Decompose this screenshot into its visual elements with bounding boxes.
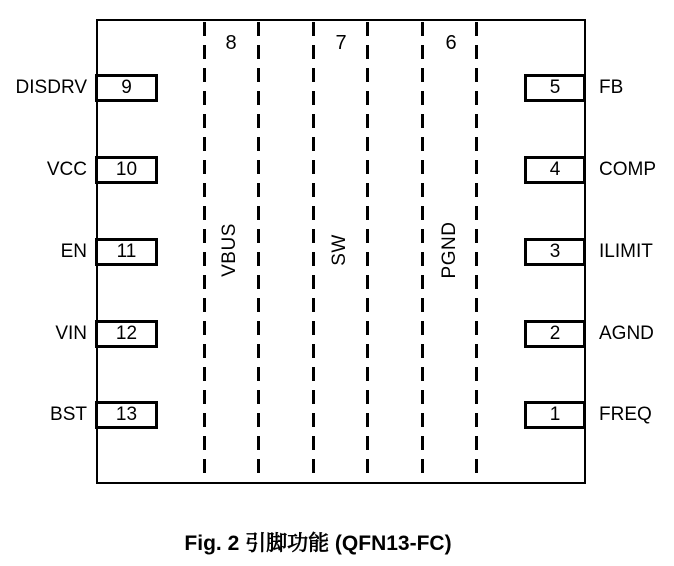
pin-label-vcc: VCC: [46, 159, 87, 180]
pin-number-10: 10: [115, 159, 138, 180]
pin-box-2: [524, 320, 586, 348]
pin-label-agnd: AGND: [599, 323, 654, 344]
pin-box-11: [95, 238, 158, 266]
pad-boundary-dashed-line: [257, 22, 260, 482]
pin-number-1: 1: [549, 404, 561, 425]
pin-number-5: 5: [549, 77, 561, 98]
pin-label-freq: FREQ: [599, 404, 652, 425]
pin-label-vin: VIN: [55, 323, 87, 344]
pad-label-pgnd: PGND: [439, 221, 460, 279]
pin-number-7: 7: [335, 32, 347, 54]
pin-box-5: [524, 74, 586, 102]
pin-box-3: [524, 238, 586, 266]
pin-number-8: 8: [225, 32, 237, 54]
pin-label-comp: COMP: [599, 159, 656, 180]
pin-number-9: 9: [121, 77, 132, 98]
pad-boundary-dashed-line: [421, 22, 424, 482]
pin-number-11: 11: [116, 241, 137, 262]
pin-label-ilimit: ILIMIT: [599, 241, 653, 262]
pin-number-4: 4: [549, 159, 561, 180]
figure-caption: Fig. 2 引脚功能 (QFN13-FC): [184, 532, 452, 555]
pin-box-13: [95, 401, 158, 429]
pin-label-fb: FB: [599, 77, 624, 98]
pin-number-13: 13: [115, 404, 138, 425]
pin-box-10: [95, 156, 158, 184]
pin-number-3: 3: [549, 241, 561, 262]
pin-number-6: 6: [445, 32, 457, 54]
pin-label-disdrv: DISDRV: [15, 77, 87, 98]
pad-boundary-dashed-line: [312, 22, 315, 482]
pin-number-12: 12: [115, 323, 138, 344]
pin-number-2: 2: [549, 323, 561, 344]
pin-box-12: [95, 320, 158, 348]
pin-box-1: [524, 401, 586, 429]
pin-box-4: [524, 156, 586, 184]
pad-boundary-dashed-line: [203, 22, 206, 482]
pad-boundary-dashed-line: [475, 22, 478, 482]
pad-boundary-dashed-line: [366, 22, 369, 482]
pad-label-sw: SW: [329, 234, 350, 266]
pin-label-en: EN: [60, 241, 87, 262]
pad-label-vbus: VBUS: [219, 223, 240, 277]
pin-label-bst: BST: [50, 404, 87, 425]
pin-box-9: [95, 74, 158, 102]
